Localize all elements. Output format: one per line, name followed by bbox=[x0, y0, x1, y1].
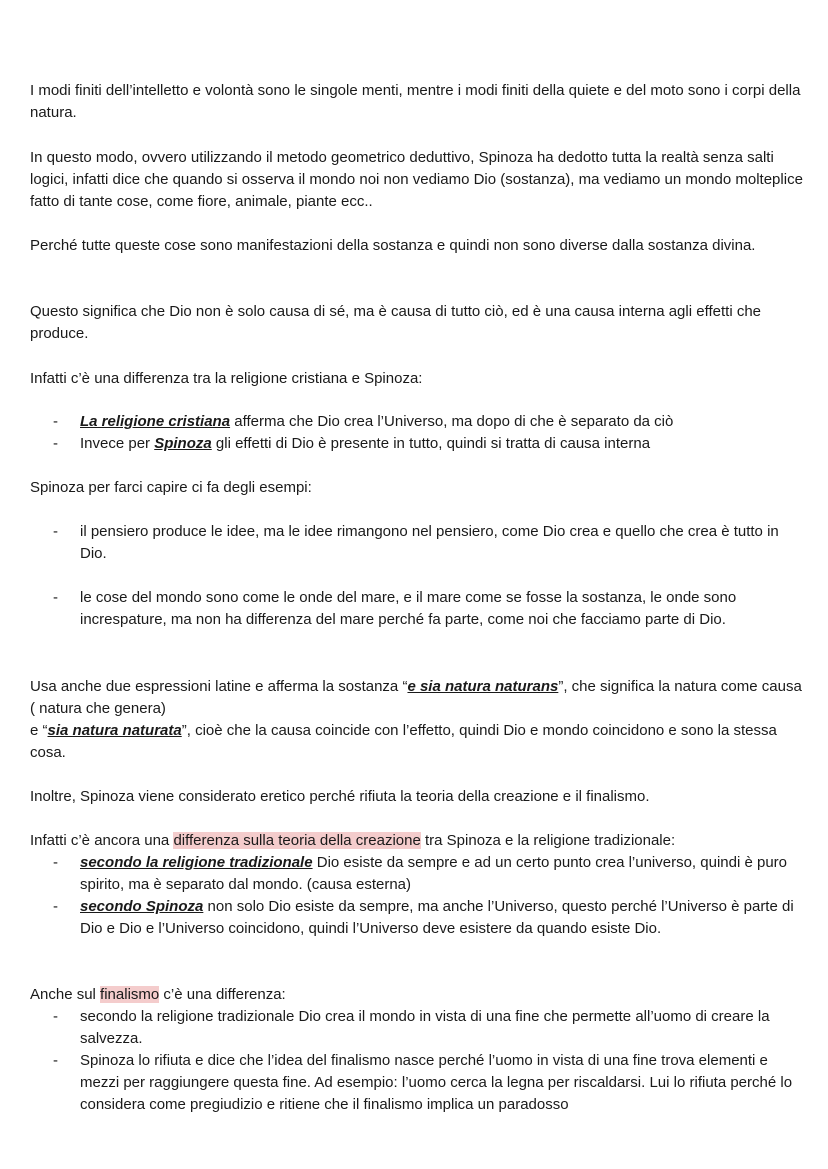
list-item-text: non solo Dio esiste da sempre, ma anche l’Universo, questo perché l’Universo è parte di Dio e Dio e l’Universo coincidono, quindi l’Universo deve esistere da quando esiste Dio. bbox=[80, 898, 794, 937]
list-item-text: Spinoza lo rifiuta e dice che l’idea del finalismo nasce perché l’uomo in vista di una fine trova elementi e mezzi per raggiungere questa fine. Ad esempio: l’uomo cerca la legna per riscaldarsi. Lui lo rifiuta perché lo considera come pregiudizio e ritiene che il finalismo implica un paradosso bbox=[80, 1052, 793, 1113]
bullet-dash: - bbox=[53, 435, 58, 452]
paragraph-finalismo-intro: Anche sul finalismo c’è una differenza: bbox=[30, 986, 286, 1003]
paragraph-differenza-intro: Infatti c’è una differenza tra la religione cristiana e Spinoza: bbox=[30, 370, 423, 387]
bullet-dash: - bbox=[53, 589, 58, 606]
paragraph-creazione-intro: Infatti c’è ancora una differenza sulla teoria della creazione tra Spinoza e la religione tradizionale: bbox=[30, 832, 676, 849]
bullet-dash: - bbox=[53, 1052, 58, 1069]
paragraph-manifestazioni: Perché tutte queste cose sono manifestazioni della sostanza e quindi non sono diverse dalla sostanza divina. bbox=[30, 237, 756, 254]
highlight-differenza-creazione: differenza sulla teoria della creazione bbox=[173, 832, 421, 849]
list-item-text: le cose del mondo sono come le onde del mare, e il mare come se fosse la sostanza, le onde sono increspature, ma non ha differenza del mare perché fa parte, come noi che facciamo parte di Dio. bbox=[80, 589, 737, 628]
paragraph-metodo-geometrico: In questo modo, ovvero utilizzando il metodo geometrico deduttivo, Spinoza ha dedotto tutta la realtà senza salti logici, infatti dice che quando si osserva il mondo noi non vediamo Dio (sostanza), ma vediamo un mondo molteplice fatto di tante cose, come fiore, animale, piante ecc.. bbox=[30, 149, 803, 210]
list-item-text: secondo la religione tradizionale Dio crea il mondo in vista di una fine che permette all’uomo di creare la salvezza. bbox=[80, 1008, 770, 1047]
term-secondo-spinoza: secondo Spinoza bbox=[80, 898, 204, 915]
paragraph-causa-interna: Questo significa che Dio non è solo causa di sé, ma è causa di tutto ciò, ed è una causa interna agli effetti che produce. bbox=[30, 303, 762, 342]
bullet-dash: - bbox=[53, 523, 58, 540]
term-secondo-religione-tradizionale: secondo la religione tradizionale bbox=[80, 854, 313, 871]
paragraph-eretico: Inoltre, Spinoza viene considerato eretico perché rifiuta la teoria della creazione e il finalismo. bbox=[30, 788, 650, 805]
list-item-text: gli effetti di Dio è presente in tutto, quindi si tratta di causa interna bbox=[211, 435, 651, 452]
bullet-dash: - bbox=[53, 898, 58, 915]
paragraph-modi-finiti: I modi finiti dell’intelletto e volontà sono le singole menti, mentre i modi finiti della quiete e del moto sono i corpi della natura. bbox=[30, 82, 801, 121]
bullet-dash: - bbox=[53, 413, 58, 430]
term-religione-cristiana: La religione cristiana bbox=[80, 413, 231, 430]
bullet-dash: - bbox=[53, 1008, 58, 1025]
list-item-text: il pensiero produce le idee, ma le idee rimangono nel pensiero, come Dio crea e quello che crea è tutto in Dio. bbox=[80, 523, 779, 562]
list-item-text: Dio esiste da sempre e ad un certo punto crea l’universo, quindi è puro spirito, ma è separato dal mondo. (causa esterna) bbox=[80, 854, 788, 893]
paragraph-espressioni-latine: Usa anche due espressioni latine e afferma la sostanza “e sia natura naturans”, che significa la natura come causa ( natura che genera) e “sia natura naturata”, cioè che la causa coincide con l’effetto, quindi Dio e mondo coincidono e sono la stessa cosa. bbox=[30, 678, 802, 761]
term-spinoza: Spinoza bbox=[154, 435, 212, 452]
list-item-text: Invece per bbox=[80, 435, 155, 452]
paragraph-esempi-intro: Spinoza per farci capire ci fa degli esempi: bbox=[30, 479, 312, 496]
bullet-dash: - bbox=[53, 854, 58, 871]
highlight-finalismo: finalismo bbox=[100, 986, 160, 1003]
term-natura-naturata: sia natura naturata bbox=[47, 722, 182, 739]
list-item-text: afferma che Dio crea l’Universo, ma dopo di che è separato da ciò bbox=[230, 413, 674, 430]
term-natura-naturans: e sia natura naturans bbox=[407, 678, 559, 695]
